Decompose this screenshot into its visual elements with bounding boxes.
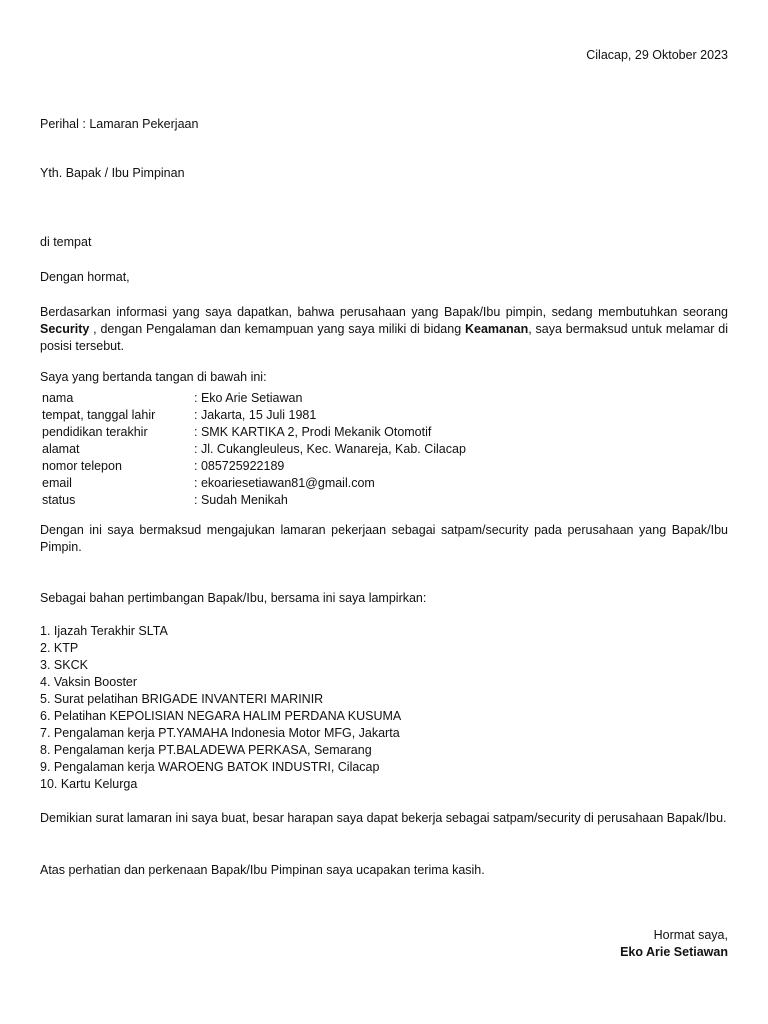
identity-row — [42, 424, 466, 441]
list-item: 10. Kartu Kelurga — [40, 777, 138, 791]
signoff: Hormat saya, — [653, 928, 728, 942]
list-item: 9. Pengalaman kerja WAROENG BATOK INDUSTRI, Cilacap — [40, 760, 380, 774]
identity-label: email — [42, 476, 72, 490]
purpose-paragraph: Dengan ini saya bermaksud mengajukan lamaran pekerjaan sebagai satpam/security pada perusahaan yang Bapak/Ibu Pimpin. — [40, 523, 728, 554]
identity-row — [42, 458, 466, 475]
letter-subject: Perihal : Lamaran Pekerjaan — [40, 117, 199, 131]
intro-text-2: , dengan Pengalaman dan kemampuan yang saya miliki di bidang — [89, 322, 465, 336]
intro-field: Keamanan — [465, 322, 529, 336]
identity-row — [42, 441, 466, 458]
identity-label: nomor telepon — [42, 459, 122, 473]
identity-value: : Eko Arie Setiawan — [194, 391, 303, 405]
closing-paragraph: Demikian surat lamaran ini saya buat, besar harapan saya dapat bekerja sebagai satpam/security di perusahaan Bapak/Ibu. — [40, 811, 727, 825]
identity-value: : SMK KARTIKA 2, Prodi Mekanik Otomotif — [194, 425, 432, 439]
list-item: 4. Vaksin Booster — [40, 675, 138, 689]
identity-label: tempat, tanggal lahir — [42, 408, 156, 422]
identity-intro: Saya yang bertanda tangan di bawah ini: — [40, 370, 267, 384]
list-item: 1. Ijazah Terakhir SLTA — [40, 624, 168, 638]
attachments-list — [40, 623, 401, 793]
intro-text-1: Berdasarkan informasi yang saya dapatkan, bahwa perusahaan yang Bapak/Ibu pimpin, sedang membutuhkan seorang — [40, 305, 728, 319]
intro-paragraph — [40, 304, 728, 355]
recipient-line: Yth. Bapak / Ibu Pimpinan — [40, 166, 185, 180]
intro-text-3: , saya bermaksud untuk melamar di posisi tersebut. — [40, 322, 729, 353]
identity-table — [42, 390, 466, 509]
list-item: 8. Pengalaman kerja PT.BALADEWA PERKASA, Semarang — [40, 743, 372, 757]
list-item: 6. Pelatihan KEPOLISIAN NEGARA HALIM PERDANA KUSUMA — [40, 709, 402, 723]
identity-row — [42, 407, 466, 424]
list-item: 2. KTP — [40, 641, 79, 655]
identity-row — [42, 390, 466, 407]
list-item: 7. Pengalaman kerja PT.YAMAHA Indonesia Motor MFG, Jakarta — [40, 726, 400, 740]
identity-value: : Jakarta, 15 Juli 1981 — [194, 408, 317, 422]
identity-value: : Sudah Menikah — [194, 493, 288, 507]
identity-value: : ekoariesetiawan81@gmail.com — [194, 476, 375, 490]
identity-row — [42, 475, 466, 492]
identity-row — [42, 492, 466, 509]
place-line: di tempat — [40, 235, 92, 249]
letter-date: Cilacap, 29 Oktober 2023 — [586, 48, 728, 62]
identity-label: pendidikan terakhir — [42, 425, 148, 439]
attachments-intro: Sebagai bahan pertimbangan Bapak/Ibu, bersama ini saya lampirkan: — [40, 591, 427, 605]
intro-position: Security — [40, 322, 90, 336]
thanks-line: Atas perhatian dan perkenaan Bapak/Ibu Pimpinan saya ucapakan terima kasih. — [40, 863, 485, 877]
identity-label: nama — [42, 391, 74, 405]
list-item: 3. SKCK — [40, 658, 88, 672]
identity-label: alamat — [42, 442, 80, 456]
identity-value: : 085725922189 — [194, 459, 285, 473]
signer-name: Eko Arie Setiawan — [620, 945, 728, 959]
greeting: Dengan hormat, — [40, 270, 130, 284]
identity-label: status — [42, 493, 76, 507]
list-item: 5. Surat pelatihan BRIGADE INVANTERI MARINIR — [40, 692, 324, 706]
identity-value: : Jl. Cukangleuleus, Kec. Wanareja, Kab. Cilacap — [194, 442, 466, 456]
